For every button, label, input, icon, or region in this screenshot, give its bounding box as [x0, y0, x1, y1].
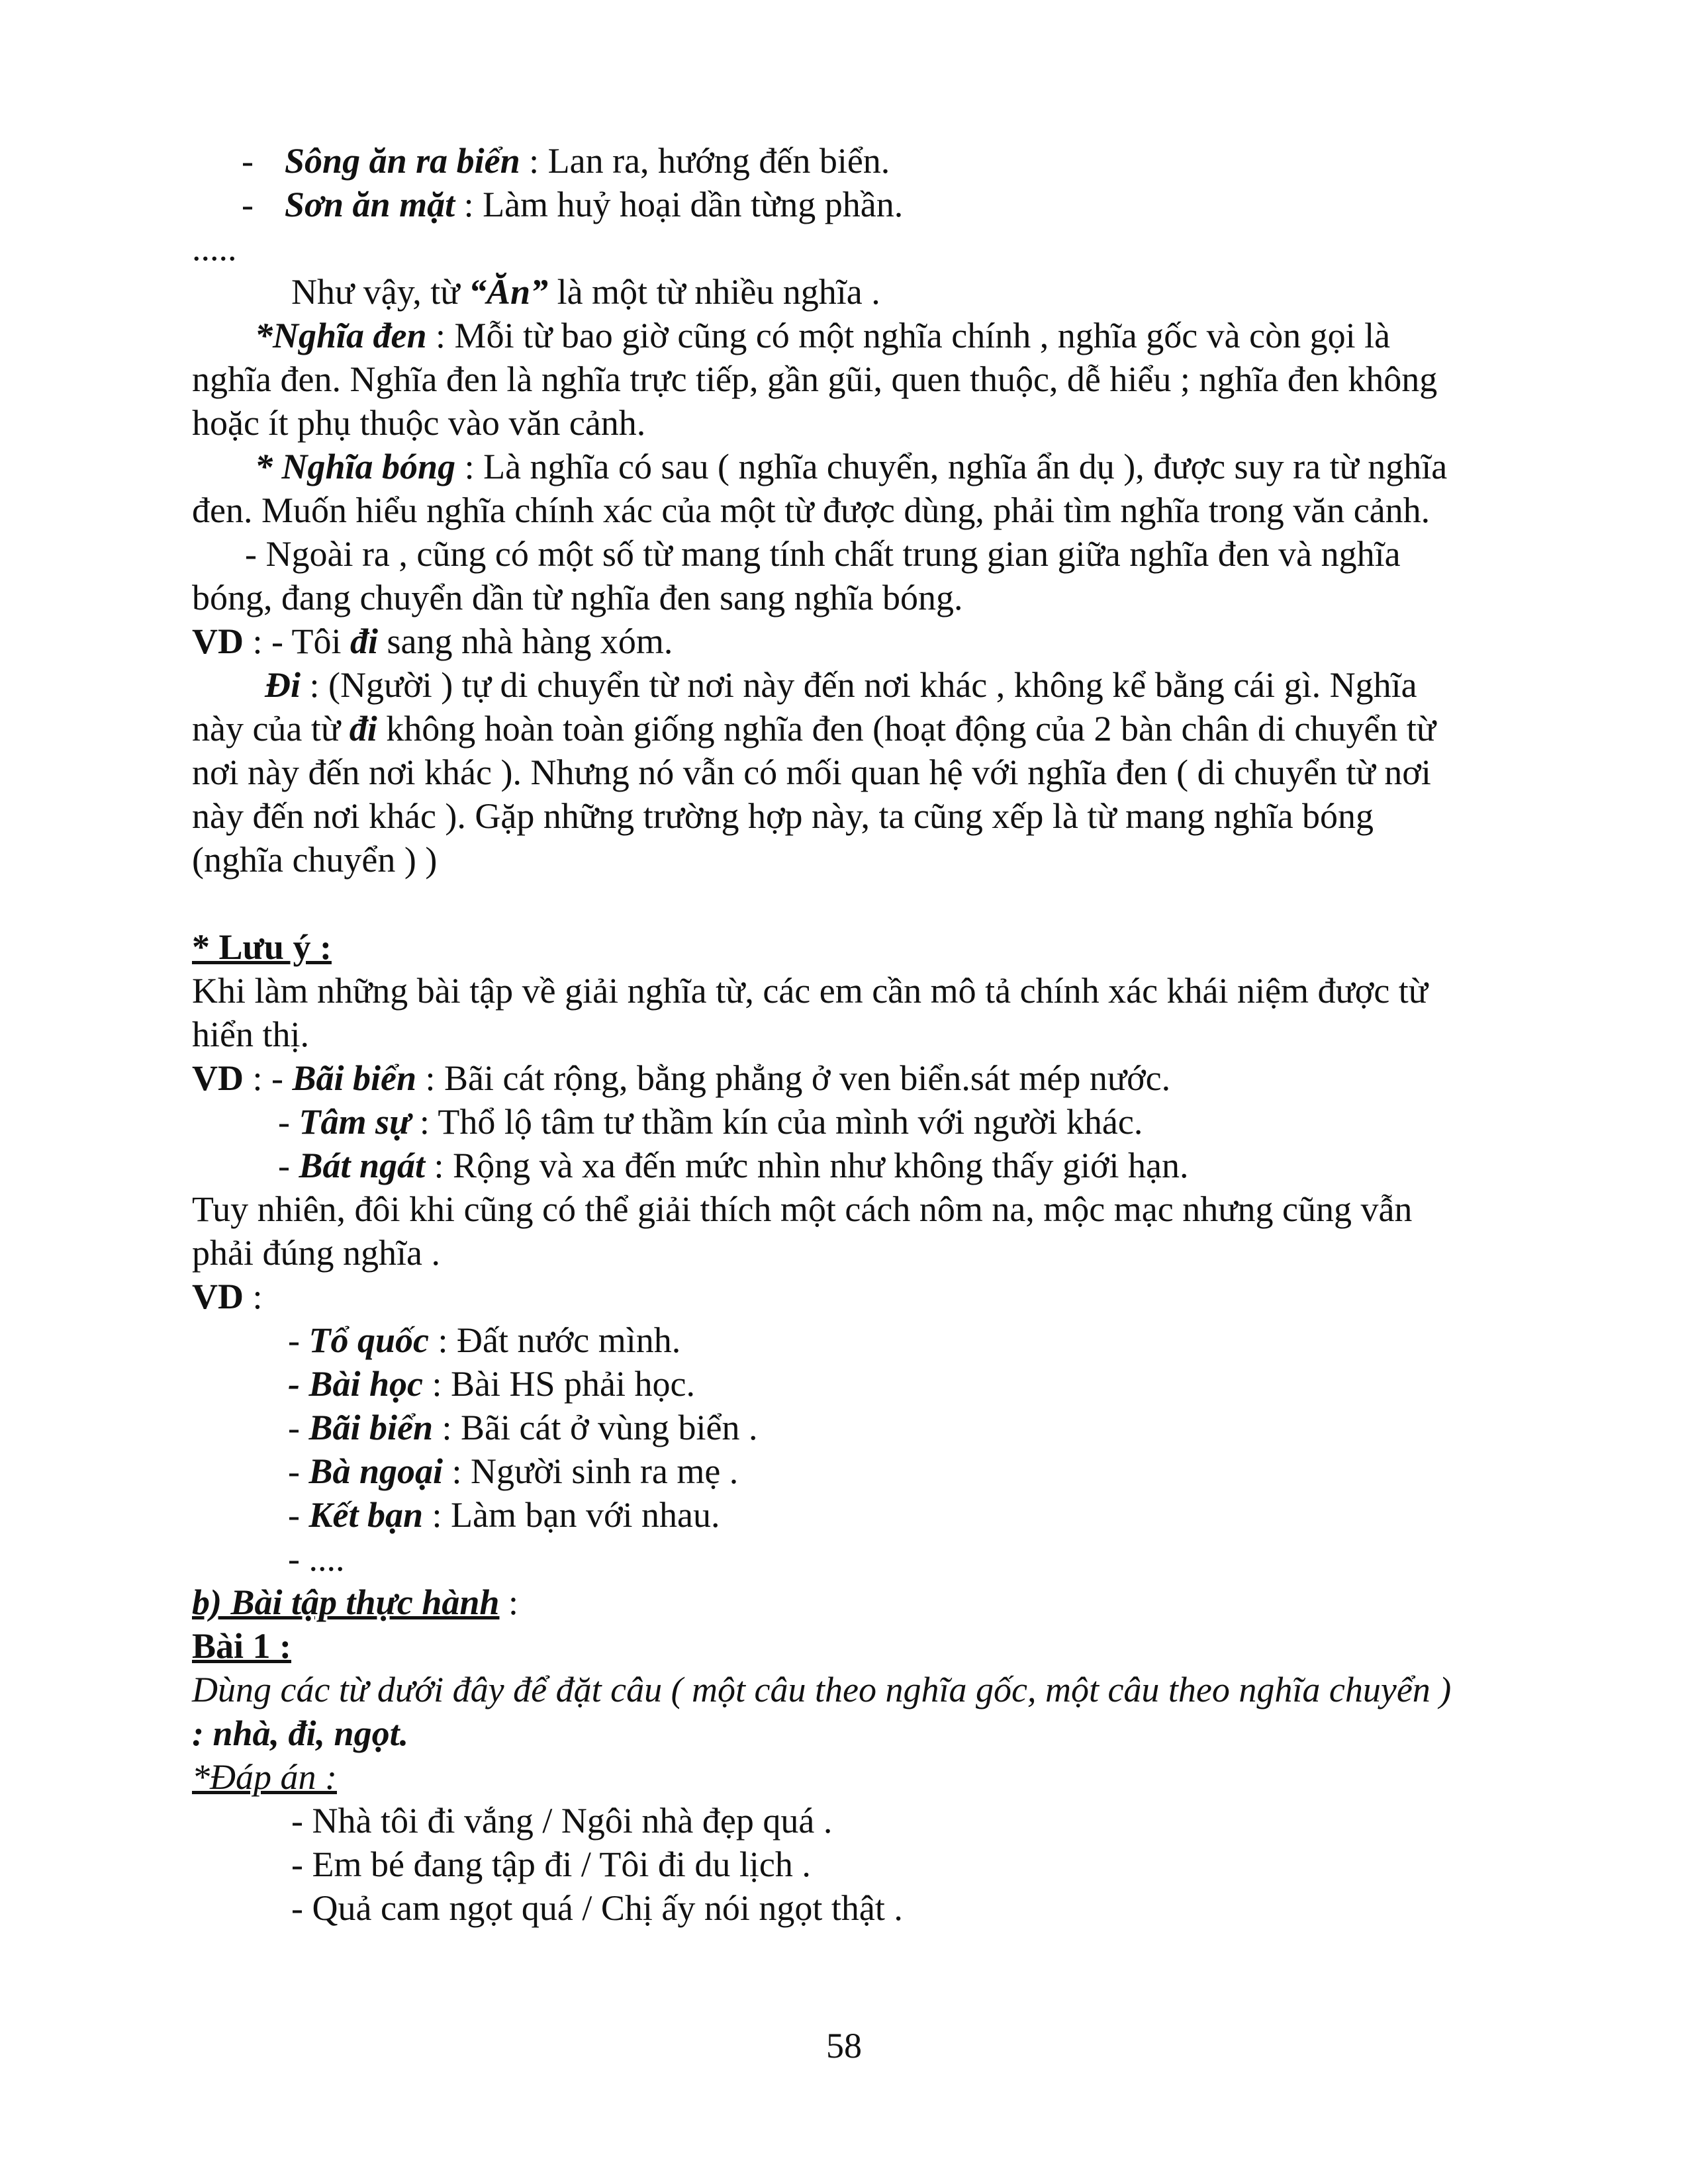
simple-example-3: - Bãi biển : Bãi cát ở vùng biển .: [288, 1408, 758, 1447]
bai-1-prompt-line-2: : nhà, đi, ngọt.: [192, 1713, 409, 1753]
di-line-3: nơi này đến nơi khác ). Nhưng nó vẫn có mối quan hệ với nghĩa đen ( di chuyển từ nơi: [192, 752, 1431, 792]
answer-1: - Nhà tôi đi vắng / Ngôi nhà đẹp quá .: [291, 1801, 833, 1841]
di-line-4: này đến nơi khác ). Gặp những trường hợp này, ta cũng xếp là từ mang nghĩa bóng: [192, 796, 1374, 836]
bai-tap-heading: b) Bài tập thực hành :: [192, 1582, 518, 1622]
nghia-den-line-3: hoặc ít phụ thuộc vào văn cảnh.: [192, 403, 646, 443]
vd-example-3: - Bát ngát : Rộng và xa đến mức nhìn như không thấy giới hạn.: [278, 1146, 1189, 1185]
di-line-2: này của từ đi không hoàn toàn giống nghĩa đen (hoạt động của 2 bàn chân di chuyển từ: [192, 709, 1436, 749]
luu-y-line-1: Khi làm những bài tập về giải nghĩa từ, các em cần mô tả chính xác khái niệm được từ: [192, 971, 1429, 1011]
spacer: [192, 882, 1542, 925]
tuy-nhien-line-2: phải đúng nghĩa .: [192, 1233, 440, 1273]
di-line-1: Đi : (Người ) tự di chuyển từ nơi này đến nơi khác , không kể bằng cái gì. Nghĩa: [265, 665, 1417, 705]
line-song-an-ra-bien: - Sông ăn ra biển : Lan ra, hướng đến biển.: [242, 141, 890, 181]
term: Đi: [265, 665, 301, 705]
ngoai-ra-line-1: - Ngoài ra , cũng có một số từ mang tính chất trung gian giữa nghĩa đen và nghĩa: [245, 534, 1401, 574]
luu-y-heading: * Lưu ý :: [192, 927, 332, 967]
term: *Nghĩa đen: [255, 316, 427, 355]
ngoai-ra-line-2: bóng, đang chuyển dần từ nghĩa đen sang nghĩa bóng.: [192, 578, 963, 617]
simple-example-4: - Bà ngoại : Người sinh ra mẹ .: [288, 1451, 739, 1491]
term: Sơn ăn mặt: [285, 185, 455, 224]
vd-line-1: VD : - Tôi đi sang nhà hàng xóm.: [192, 621, 673, 661]
nghia-bong-line-1: * Nghĩa bóng : Là nghĩa có sau ( nghĩa chuyển, nghĩa ẩn dụ ), được suy ra từ nghĩa: [255, 447, 1448, 486]
vd-example-2: - Tâm sự : Thổ lộ tâm tư thầm kín của mình với người khác.: [278, 1102, 1143, 1142]
line-an-summary: Như vậy, từ “Ăn” là một từ nhiều nghĩa .: [291, 272, 880, 312]
nghia-den-line-2: nghĩa đen. Nghĩa đen là nghĩa trực tiếp, gần gũi, quen thuộc, dễ hiểu ; nghĩa đen không: [192, 359, 1438, 399]
vd-line-2: VD :: [192, 1277, 263, 1316]
nghia-den-line-1: *Nghĩa đen : Mỗi từ bao giờ cũng có một nghĩa chính , nghĩa gốc và còn gọi là: [255, 316, 1391, 355]
bai-1-prompt-line-1: Dùng các từ dưới đây để đặt câu ( một câu theo nghĩa gốc, một câu theo nghĩa chuyển ): [192, 1670, 1452, 1709]
simple-example-1: - Tổ quốc : Đất nước mình.: [288, 1320, 681, 1360]
term: Sông ăn ra biển: [285, 141, 520, 181]
simple-example-5: - Kết bạn : Làm bạn với nhau.: [288, 1495, 720, 1535]
answer-3: - Quả cam ngọt quá / Chị ấy nói ngọt thật .: [291, 1888, 903, 1928]
document-page: [192, 139, 1542, 1930]
page-number: 58: [826, 2026, 862, 2066]
simple-example-2: - Bài học : Bài HS phải học.: [288, 1364, 695, 1404]
luu-y-line-2: hiển thị.: [192, 1015, 309, 1054]
tuy-nhien-line-1: Tuy nhiên, đôi khi cũng có thể giải thích một cách nôm na, mộc mạc nhưng cũng vẫn: [192, 1189, 1413, 1229]
line-son-an-mat: - Sơn ăn mặt : Làm huỷ hoại dần từng phần.: [242, 185, 904, 224]
term: * Nghĩa bóng: [255, 447, 456, 486]
di-line-5: (nghĩa chuyển ) ): [192, 840, 438, 880]
ellipsis-line: .....: [192, 228, 237, 268]
bai-1-heading: Bài 1 :: [192, 1626, 292, 1666]
nghia-bong-line-2: đen. Muốn hiểu nghĩa chính xác của một từ được dùng, phải tìm nghĩa trong văn cảnh.: [192, 490, 1430, 530]
simple-example-6: - ....: [288, 1539, 345, 1578]
vd-example-1: VD : - Bãi biển : Bãi cát rộng, bằng phẳng ở ven biển.sát mép nước.: [192, 1058, 1171, 1098]
dap-an-heading: *Đáp án :: [192, 1757, 337, 1797]
answer-2: - Em bé đang tập đi / Tôi đi du lịch .: [291, 1844, 811, 1884]
